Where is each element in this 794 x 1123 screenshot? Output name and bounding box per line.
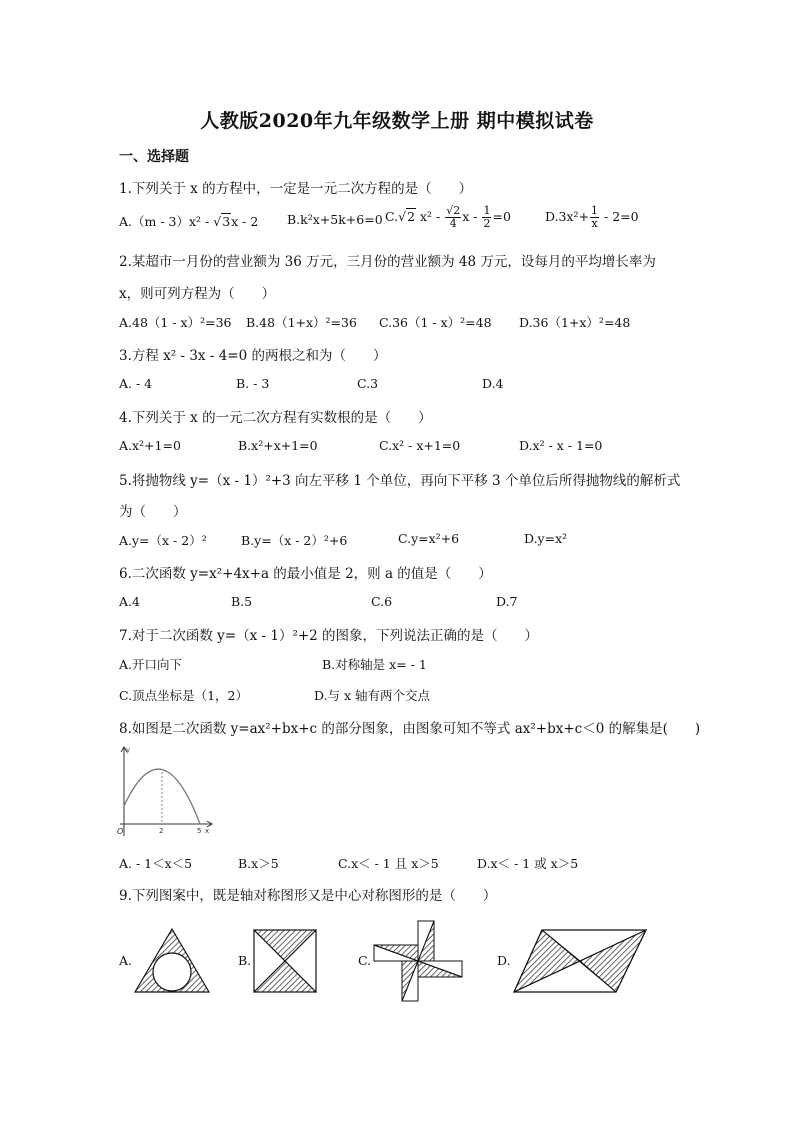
- q7-option-a: A.开口向下: [119, 657, 183, 672]
- parabola-graph: [116, 742, 216, 842]
- q8-option-d: D.x＜ - 1 或 x＞5: [477, 856, 579, 871]
- q1-option-a: A.（m - 3）x² - √3x - 2: [119, 214, 259, 229]
- q4-option-d: D.x² - x - 1=0: [519, 438, 603, 453]
- q9-figure-c: [370, 918, 466, 1004]
- question-5-stem: 5.将抛物线 y=（x - 1）²+3 向左平移 1 个单位，再向下平移 3 个单位后所得抛物线的解析式: [119, 473, 681, 489]
- q9-option-c-label: C.: [358, 953, 372, 968]
- q2-option-d: D.36（1+x）²=48: [519, 315, 631, 330]
- question-9-stem: 9.下列图案中，既是轴对称图形又是中心对称图形的是（ ）: [119, 888, 497, 904]
- question-6-stem: 6.二次函数 y=x²+4x+a 的最小值是 2，则 a 的值是（ ）: [119, 566, 492, 582]
- q6-option-d: D.7: [496, 594, 518, 609]
- question-2-stem-continued: x，则可列方程为（ ）: [119, 286, 276, 302]
- graph-origin-label: O: [117, 827, 124, 836]
- graph-x-label: x: [205, 827, 210, 835]
- q8-option-a: A. - 1＜x＜5: [119, 856, 193, 871]
- question-7-stem: 7.对于二次函数 y=（x - 1）²+2 的图象，下列说法正确的是（ ）: [119, 628, 539, 644]
- q6-option-b: B.5: [231, 594, 253, 609]
- q7-option-d: D.与 x 轴有两个交点: [314, 688, 431, 703]
- q5-option-d: D.y=x²: [524, 531, 568, 546]
- graph-y-label: y: [126, 746, 131, 754]
- q5-option-b: B.y=（x - 2）²+6: [241, 533, 348, 548]
- section-heading: 一、选择题: [119, 149, 189, 165]
- question-1-stem: 1.下列关于 x 的方程中，一定是一元二次方程的是（ ）: [119, 181, 473, 197]
- question-4-stem: 4.下列关于 x 的一元二次方程有实数根的是（ ）: [119, 410, 432, 426]
- q9-figure-b: [252, 928, 318, 994]
- q7-option-c: C.顶点坐标是（1，2）: [119, 688, 248, 703]
- q2-option-b: B.48（1+x）²=36: [246, 315, 357, 330]
- q4-option-b: B.x²+x+1=0: [238, 438, 318, 453]
- q6-option-a: A.4: [119, 594, 140, 609]
- q8-option-b: B.x＞5: [238, 856, 279, 871]
- q2-option-c: C.36（1 - x）²=48: [379, 315, 492, 330]
- q8-option-c: C.x＜ - 1 且 x＞5: [338, 856, 439, 871]
- q4-option-c: C.x² - x+1=0: [379, 438, 461, 453]
- question-8-stem: 8.如图是二次函数 y=ax²+bx+c 的部分图象，由图象可知不等式 ax²+bx+c＜0 的解集是( ): [119, 721, 701, 737]
- q2-option-a: A.48（1 - x）²=36: [119, 315, 232, 330]
- q9-figure-a: [132, 926, 212, 996]
- q5-option-c: C.y=x²+6: [398, 531, 460, 546]
- q1-option-b: B.k²x+5k+6=0: [287, 212, 383, 227]
- q3-option-b: B. - 3: [236, 376, 270, 391]
- inscribed-circle: [153, 953, 191, 991]
- q6-option-c: C.6: [371, 594, 393, 609]
- q3-option-a: A. - 4: [119, 376, 153, 391]
- q9-option-b-label: B.: [238, 953, 252, 968]
- q3-option-c: C.3: [357, 376, 379, 391]
- page-title: 人教版2020年九年级数学上册 期中模拟试卷: [200, 110, 594, 132]
- q5-option-a: A.y=（x - 2）²: [119, 533, 207, 548]
- question-3-stem: 3.方程 x² - 3x - 4=0 的两根之和为（ ）: [119, 348, 387, 364]
- q9-figure-d: [512, 928, 648, 994]
- q3-option-d: D.4: [482, 376, 504, 391]
- q9-option-d-label: D.: [497, 953, 511, 968]
- q7-option-b: B.对称轴是 x= - 1: [322, 657, 427, 672]
- q9-option-a-label: A.: [119, 953, 133, 968]
- q4-option-a: A.x²+1=0: [119, 438, 181, 453]
- graph-tick-2: 2: [159, 827, 164, 835]
- q1-option-d: D.3x²+ $\frac{1}{x}$ - 2=0: [545, 204, 639, 230]
- q1-option-c: C.√2 x² - $\frac{√2}{4}$ x - $\frac{1}{2}$ =0: [385, 204, 511, 230]
- question-2-stem: 2.某超市一月份的营业额为 36 万元，三月份的营业额为 48 万元，设每月的平均增长率为: [119, 254, 656, 270]
- graph-tick-5: 5: [197, 827, 202, 835]
- question-5-stem-continued: 为（ ）: [119, 504, 187, 520]
